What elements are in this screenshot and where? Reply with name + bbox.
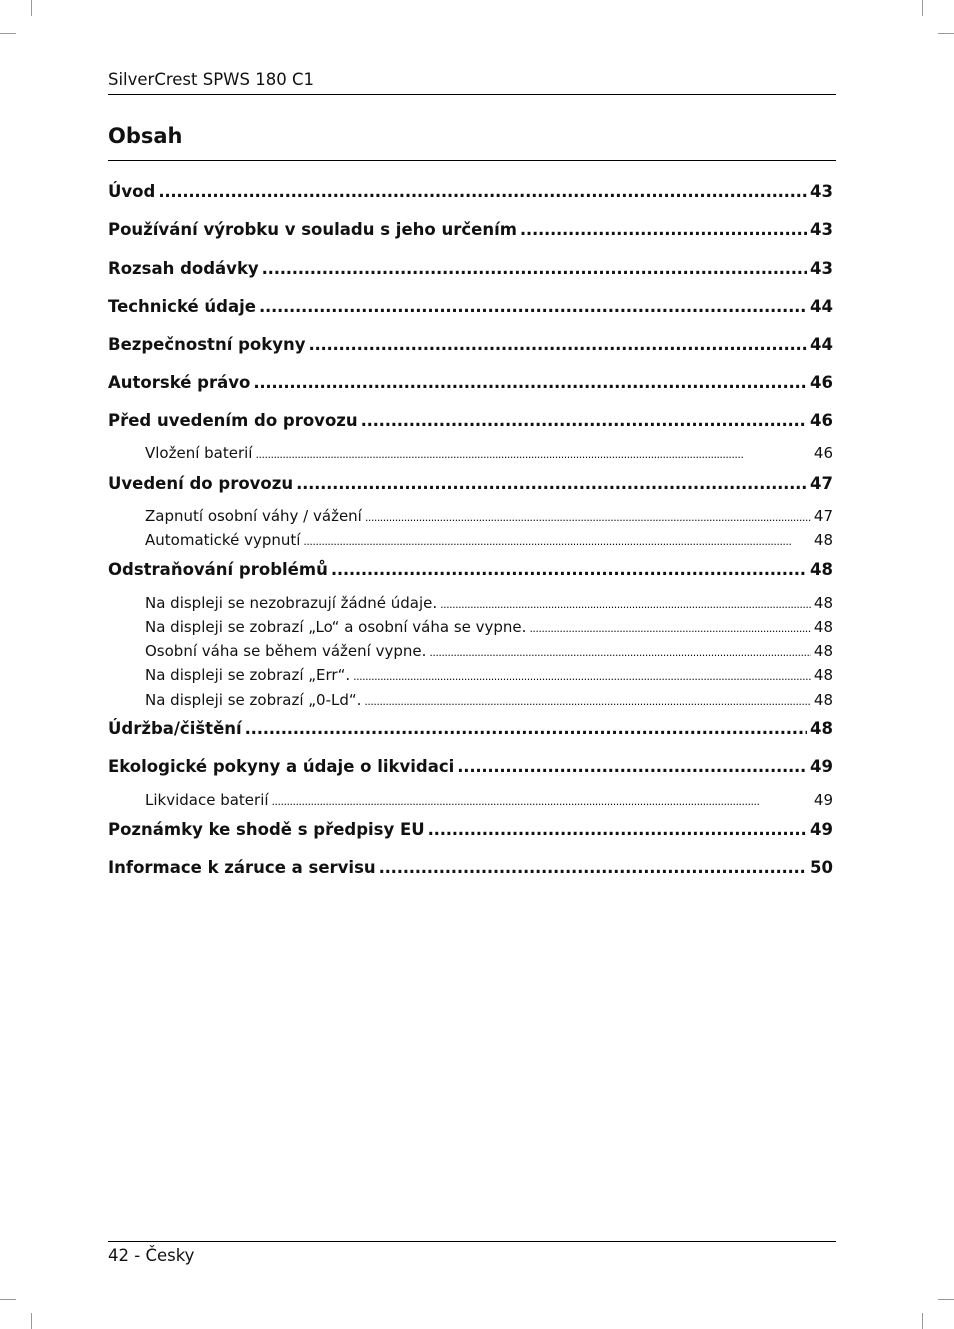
toc-entry-label: Uvedení do provozu [108,474,294,493]
toc-page-number: 48 [810,560,833,579]
toc-subentry [145,666,833,684]
toc-page-number: 43 [810,220,833,239]
toc-entry-label: Odstraňování problémů [108,560,328,579]
toc-entry-label: Poznámky ke shodě s předpisy EU [108,820,425,839]
toc-leader-dots [245,719,807,738]
toc-subentry [145,444,833,462]
toc-leader-dots [457,757,807,776]
toc-leader-dots [365,507,811,525]
page-title: Obsah [108,124,183,148]
toc-entry-label: Vložení baterií [145,444,253,462]
toc-entry-label: Údržba/čištění [108,719,242,738]
toc-leader-dots [529,618,810,636]
footer-rule [108,1241,836,1242]
toc-page-number: 43 [810,182,833,201]
toc-page-number: 47 [813,507,833,525]
toc-leader-dots [429,642,811,660]
toc-page-number: 48 [813,666,833,684]
toc-leader-dots [255,444,810,462]
toc-subentry [145,507,833,525]
toc-entry [108,411,833,430]
toc-leader-dots [296,474,807,493]
toc-leader-dots [361,411,807,430]
toc-page-number: 47 [810,474,833,493]
toc-page-number: 44 [810,335,833,354]
toc-leader-dots [262,259,807,278]
toc-entry [108,373,833,392]
toc-leader-dots [353,666,811,684]
toc-page-number: 48 [813,594,833,612]
toc-entry-label: Autorské právo [108,373,251,392]
toc-page-number: 48 [813,642,833,660]
toc-page-number: 49 [810,820,833,839]
toc-page-number: 48 [813,691,833,709]
toc-entry-label: Likvidace baterií [145,791,269,809]
toc-entry-label: Ekologické pokyny a údaje o likvidaci [108,757,455,776]
toc-subentry [145,531,833,549]
toc-page-number: 49 [813,791,833,809]
toc-entry-label: Na displeji se zobrazí „Err“. [145,666,351,684]
toc-subentry [145,594,833,612]
toc-leader-dots [440,594,811,612]
toc-entry-label: Před uvedením do provozu [108,411,358,430]
toc-entry [108,820,833,839]
toc-subentry [145,791,833,809]
toc-entry [108,719,833,738]
toc-entry [108,182,833,201]
toc-entry-label: Technické údaje [108,297,256,316]
toc-page-number: 48 [813,531,833,549]
toc-leader-dots [428,820,807,839]
toc-entry [108,335,833,354]
toc-entry [108,757,833,776]
toc-leader-dots [253,373,807,392]
page-footer: 42 - Česky [108,1246,195,1265]
toc-page-number: 49 [810,757,833,776]
toc-entry [108,220,833,239]
toc-page-number: 46 [813,444,833,462]
toc-entry-label: Úvod [108,182,156,201]
toc-leader-dots [303,531,810,549]
toc-entry-label: Na displeji se zobrazí „0-Ld“. [145,691,362,709]
toc-entry [108,560,833,579]
toc-leader-dots [331,560,807,579]
toc-entry [108,259,833,278]
toc-leader-dots [364,691,811,709]
toc-entry-label: Rozsah dodávky [108,259,259,278]
toc-page-number: 48 [810,719,833,738]
toc-subentry [145,691,833,709]
toc-leader-dots [379,858,807,877]
toc-page-number: 50 [810,858,833,877]
toc-subentry [145,642,833,660]
toc-entry-label: Automatické vypnutí [145,531,301,549]
toc-entry-label: Zapnutí osobní váhy / vážení [145,507,362,525]
toc-page-number: 43 [810,259,833,278]
running-header: SilverCrest SPWS 180 C1 [108,70,314,89]
toc-entry [108,474,833,493]
toc-entry-label: Na displeji se zobrazí „Lo“ a osobní váha se vypne. [145,618,527,636]
toc-leader-dots [520,220,807,239]
toc-leader-dots [272,791,811,809]
toc-entry-label: Na displeji se nezobrazují žádné údaje. [145,594,438,612]
toc-entry-label: Používání výrobku v souladu s jeho určením [108,220,517,239]
toc-leader-dots [308,335,807,354]
toc-leader-dots [158,182,807,201]
toc-page-number: 48 [813,618,833,636]
toc-entry-label: Informace k záruce a servisu [108,858,376,877]
toc-subentry [145,618,833,636]
toc-page-number: 44 [810,297,833,316]
toc-entry [108,858,833,877]
toc-page-number: 46 [810,411,833,430]
toc-page-number: 46 [810,373,833,392]
toc-entry [108,297,833,316]
toc-entry-label: Osobní váha se během vážení vypne. [145,642,427,660]
toc-leader-dots [259,297,807,316]
toc-entry-label: Bezpečnostní pokyny [108,335,306,354]
